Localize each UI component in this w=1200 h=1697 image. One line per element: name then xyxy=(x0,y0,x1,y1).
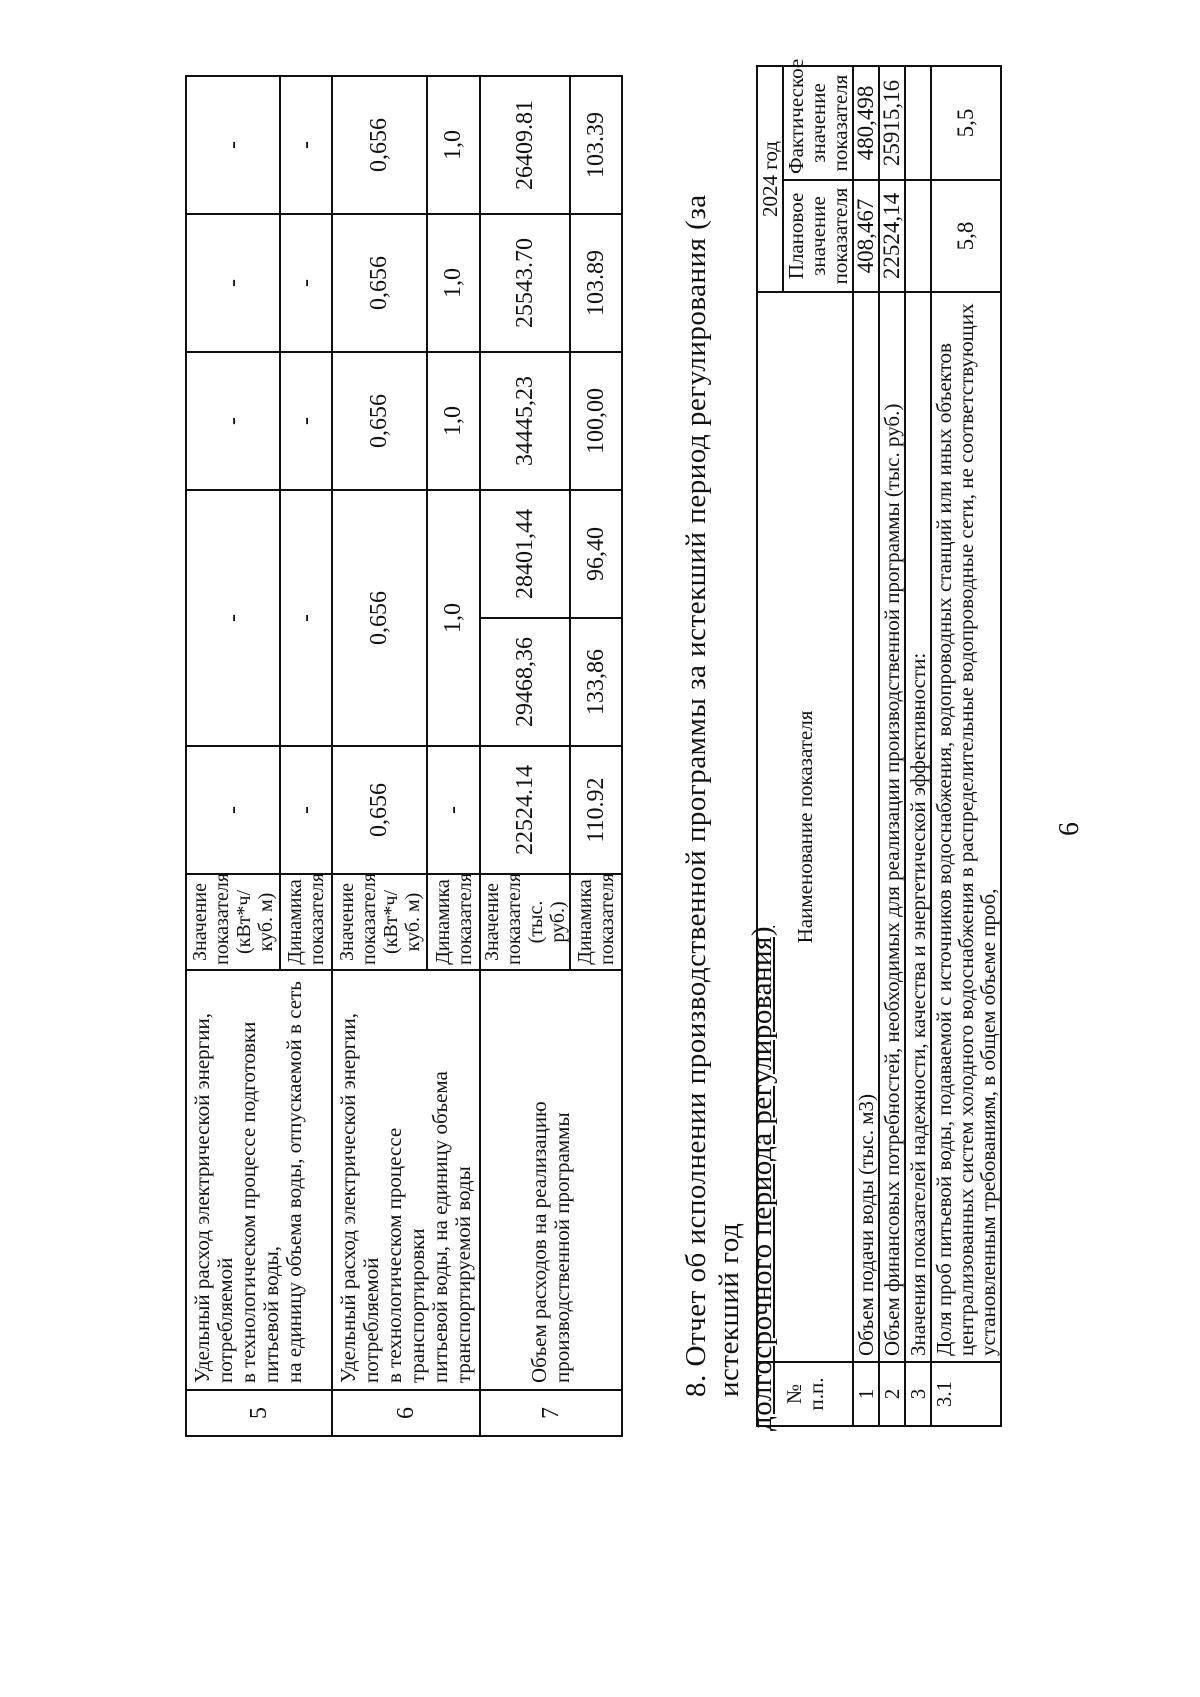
cell: 1,0 xyxy=(427,352,480,490)
section-heading: 8. Отчет об исполнении производственной программы за истекший период регулирования (за истекший год долгосрочного периода регулирования) xyxy=(680,194,778,1431)
row-number: 3 xyxy=(905,1362,931,1426)
cell: - xyxy=(280,746,332,874)
table-header-row xyxy=(757,66,783,1426)
indicators-table xyxy=(185,75,623,1437)
sub-label: Значение показателя (тыс. руб.) xyxy=(480,874,570,970)
fact-value: 25915,16 xyxy=(879,66,905,180)
cell: 29468,36 xyxy=(480,618,570,746)
table-row xyxy=(905,66,931,1426)
plan-value: 5,8 xyxy=(931,180,1001,292)
header-fact: Фактическое значение показателя xyxy=(783,66,853,180)
cell: 26409.81 xyxy=(480,76,570,214)
cell: 103.89 xyxy=(570,214,622,352)
cell: 1,0 xyxy=(427,214,480,352)
cell: - xyxy=(186,214,280,352)
table-row xyxy=(480,76,570,1436)
cell: - xyxy=(280,214,332,352)
cell: - xyxy=(186,352,280,490)
row-number: 6 xyxy=(332,1390,480,1436)
header-number: № п.п. xyxy=(757,1362,853,1426)
table-row xyxy=(853,66,879,1426)
cell: 110.92 xyxy=(570,746,622,874)
cell: - xyxy=(280,490,332,746)
header-year: 2024 год xyxy=(757,66,783,292)
cell: 103.39 xyxy=(570,76,622,214)
plan-value: 408,467 xyxy=(853,180,879,292)
table-row xyxy=(931,66,1001,1426)
row-number: 5 xyxy=(186,1390,332,1436)
cell: - xyxy=(280,352,332,490)
cell: 0,656 xyxy=(332,746,427,874)
table-row xyxy=(332,76,427,1436)
header-plan: Плановое значение показателя xyxy=(783,180,853,292)
cell: 96,40 xyxy=(570,490,622,618)
cell: 22524.14 xyxy=(480,746,570,874)
plan-value: 22524,14 xyxy=(879,180,905,292)
cell: 28401,44 xyxy=(480,490,570,618)
table-row xyxy=(879,66,905,1426)
sub-label: Динамика показателя xyxy=(280,874,332,970)
row-name: Удельный расход электрической энергии, потребляемой в технологическом процессе транспортировки питьевой воды, на единицу объема транспортируемой воды xyxy=(332,970,480,1390)
cell: - xyxy=(280,76,332,214)
row-name: Доля проб питьевой воды, подаваемой с источников водоснабжения, водопроводных станций или иных объектов централизованных систем холодного водоснабжения в распределительные водопроводные сети, не соответствующих установленным требованиям, в общем объеме проб, xyxy=(931,292,1001,1362)
cell: 0,656 xyxy=(332,352,427,490)
row-name: Объем финансовых потребностей, необходимых для реализации производственной программы (тыс. руб.) xyxy=(879,292,905,1362)
row-name: Значения показателей надежности, качества и энергетической эффективности: xyxy=(905,292,931,1362)
row-number: 2 xyxy=(879,1362,905,1426)
cell: 100,00 xyxy=(570,352,622,490)
cell: - xyxy=(427,746,480,874)
row-name: Объем расходов на реализацию производственной программы xyxy=(480,970,622,1390)
row-number: 3.1 xyxy=(931,1362,1001,1426)
row-number: 1 xyxy=(853,1362,879,1426)
cell: 0,656 xyxy=(332,214,427,352)
program-report-table xyxy=(756,58,1002,1427)
row-number: 7 xyxy=(480,1390,622,1436)
page-number: 6 xyxy=(1054,822,1085,836)
fact-value: 480,498 xyxy=(853,66,879,180)
header-name: Наименование показателя xyxy=(757,292,853,1362)
table-row xyxy=(186,76,280,1436)
cell: 25543.70 xyxy=(480,214,570,352)
sub-label: Динамика показателя xyxy=(427,874,480,970)
cell: 1,0 xyxy=(427,76,480,214)
cell: - xyxy=(186,76,280,214)
row-name: Удельный расход электрической энергии, потребляемой в технологическом процессе подготовки питьевой воды, на единицу объема воды, отпускаемой в сеть xyxy=(186,970,332,1390)
cell: - xyxy=(186,490,280,746)
cell: - xyxy=(186,746,280,874)
cell: 1,0 xyxy=(427,490,480,746)
cell: 34445,23 xyxy=(480,352,570,490)
cell: 0,656 xyxy=(332,76,427,214)
fact-value xyxy=(905,66,931,180)
row-name: Объем подачи воды (тыс. м3) xyxy=(853,292,879,1362)
cell: 133,86 xyxy=(570,618,622,746)
plan-value xyxy=(905,180,931,292)
cell: 0,656 xyxy=(332,490,427,746)
sub-label: Динамика показателя xyxy=(570,874,622,970)
sub-label: Значение показателя (кВт*ч/куб. м) xyxy=(186,874,280,970)
sub-label: Значение показателя (кВт*ч/куб. м) xyxy=(332,874,427,970)
fact-value: 5,5 xyxy=(931,66,1001,180)
